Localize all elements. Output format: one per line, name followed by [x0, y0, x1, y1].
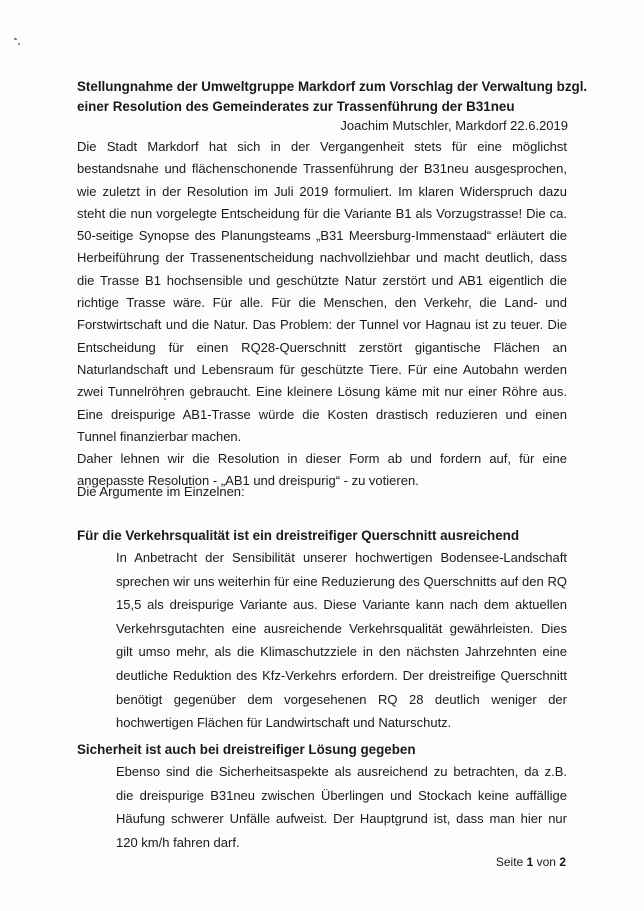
section-text-traffic-quality: In Anbetracht der Sensibilität unserer hochwertigen Bodensee-Landschaft sprechen wir uns weiterhin für eine Reduzierung des Querschnitts auf den RQ 15,5 als dreispurige Variante aus. Diese Variante kann nach dem aktuellen Verkehrsgutachten eine ausreichende Verkehrsqualität gewährleisten. Dies gilt umso mehr, als die Klimaschutzziele in den nächsten Jahrzehnten eine deutliche Reduktion des Kfz-Verkehrs erfordern. Der dreistreifige Querschnitt benötigt gegenüber dem vorgesehenen RQ 28 deutlich weniger der hochwertigen Flächen für Landwirtschaft und Naturschutz. [116, 550, 567, 731]
page-number-prefix: Seite [495, 855, 524, 869]
document-title [77, 77, 588, 117]
author-date-line: Joachim Mutschler, Markdorf 22.6.2019 [340, 118, 568, 133]
scan-speck [14, 37, 18, 40]
scan-speck [18, 43, 20, 45]
title-line-1: Stellungnahme der Umweltgruppe Markdorf zum Vorschlag der Verwaltung bzgl. [77, 79, 588, 94]
section-text-safety: Ebenso sind die Sicherheitsaspekte als ausreichend zu betrachten, da z.B. die dreispurige B31neu zwischen Überlingen und Stockach keine auffällige Häufung schwerer Unfälle aufweist. Der Hauptgrund ist, dass man hier nur 120 km/h fahren darf. [116, 764, 567, 850]
page-number-current: 1 [526, 855, 534, 869]
section-heading-traffic-quality: Für die Verkehrsqualität ist ein dreistreifiger Querschnitt ausreichend [77, 528, 520, 543]
intro-paragraph: Die Stadt Markdorf hat sich in der Vergangenheit stets für eine möglichst bestandsnahe und flächenschonende Trassenführung der B31neu ausgesprochen, wie zuletzt in der Resolution im Juli 2019 formuliert. Im klaren Widerspruch dazu steht die nun vorgelegte Entscheidung für die Variante B1 als Vorzugstrasse! Die ca. 50-seitige Synopse des Planungsteams „B31 Meersburg-Immenstaad“ erläutert die Herbeiführung der Trassenentscheidung nachvollziehbar und macht deutlich, dass die Trasse B1 hochsensible und geschützte Natur zerstört und AB1 eigentlich die richtige Trasse wäre. Für alle. Für die Menschen, den Verkehr, die Land- und Forstwirtschaft und die Natur. Das Problem: der Tunnel vor Hagnau ist zu teuer. Die Entscheidung für einen RQ28-Querschnitt zerstört gigantische Flächen an Naturlandschaft und Lebensraum für geschützte Tiere. Für eine Autobahn werden zwei Tunnelröhren gebraucht. Eine kleinere Lösung käme mit nur einer Röhre aus. Eine dreispurige AB1-Trasse würde die Kosten drastisch reduzieren und einen Tunnel finanzierbar machen. [77, 139, 567, 444]
section-heading-safety: Sicherheit ist auch bei dreistreifiger Lösung gegeben [77, 742, 416, 757]
arguments-intro: Die Argumente im Einzelnen: [77, 484, 245, 499]
intro-block [77, 136, 567, 493]
page-number [496, 854, 566, 870]
conclusion-paragraph: Daher lehnen wir die Resolution in dieser Form ab und fordern auf, für eine angepasste Resolution - „AB1 und dreispurig“ - zu votieren. [77, 451, 567, 489]
title-line-2: einer Resolution des Gemeinderates zur Trassenführung der B31neu [77, 99, 515, 114]
page-number-total: 2 [559, 855, 566, 869]
page-number-separator: von [536, 855, 556, 869]
